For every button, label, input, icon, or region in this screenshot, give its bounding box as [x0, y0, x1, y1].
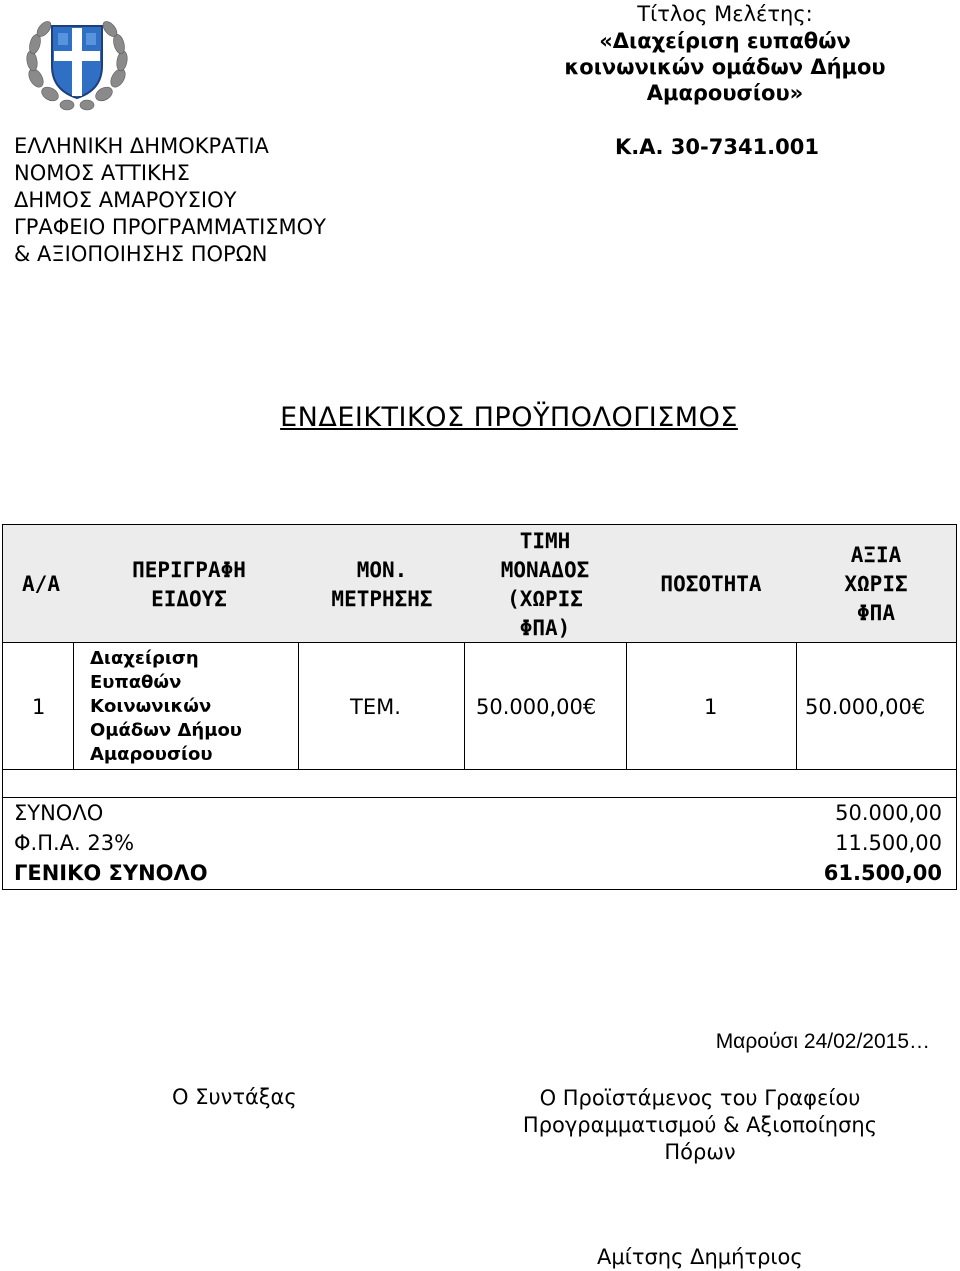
cell-value: 50.000,00€	[805, 695, 926, 719]
vat-label: Φ.Π.Α. 23%	[14, 831, 135, 855]
signer-name: Αμίτσης Δημήτριος	[597, 1245, 803, 1269]
col-header-text: ΜΟΝ.	[356, 558, 408, 582]
description-line: Διαχείριση	[90, 648, 199, 669]
organization-block	[14, 133, 326, 268]
study-title-label: Τίτλος Μελέτης:	[637, 2, 813, 26]
coat-of-arms-emblem	[22, 6, 132, 116]
study-title-line: Αμαρουσίου»	[646, 81, 804, 105]
col-header-text: ΜΟΝΑΔΟΣ	[500, 558, 590, 582]
cell-quantity: 1	[704, 695, 718, 719]
col-header-text: ΦΠΑ	[857, 601, 895, 625]
department-head-line: Ο Προϊστάμενος του Γραφείου	[539, 1086, 861, 1110]
col-header-text: ΠΟΣΟΤΗΤΑ	[660, 572, 762, 596]
col-header-text: ΧΩΡΙΣ	[844, 572, 908, 596]
col-header-quantity	[626, 570, 796, 599]
col-divider	[626, 643, 627, 769]
org-line: ΔΗΜΟΣ ΑΜΑΡΟΥΣΙΟΥ	[14, 188, 237, 212]
col-header-text: ΤΙΜΗ	[519, 529, 571, 553]
description-line: Κοινωνικών	[90, 696, 212, 717]
col-header-text: ΦΠΑ)	[519, 616, 571, 640]
subtotal-label: ΣΥΝΟΛΟ	[14, 801, 104, 825]
col-header-text: ΕΙΔΟΥΣ	[151, 587, 227, 611]
col-header-text: (ΧΩΡΙΣ	[507, 587, 583, 611]
col-divider	[464, 643, 465, 769]
study-title-line: κοινωνικών ομάδων Δήμου	[564, 55, 886, 79]
grand-total-value: 61.500,00	[823, 861, 942, 885]
grand-total-label: ΓΕΝΙΚΟ ΣΥΝΟΛΟ	[14, 861, 208, 885]
col-header-text: ΑΞΙΑ	[850, 543, 902, 567]
col-header-value	[796, 541, 956, 628]
org-line: ΝΟΜΟΣ ΑΤΤΙΚΗΣ	[14, 161, 190, 185]
cell-unit-price: 50.000,00€	[476, 695, 597, 719]
row-divider	[3, 797, 956, 798]
document-date: Μαρούσι 24/02/2015…	[715, 1030, 930, 1053]
description-line: Ευπαθών	[90, 672, 182, 693]
row-divider	[3, 769, 956, 770]
col-divider	[73, 643, 74, 769]
department-head-line: Προγραμματισμού & Αξιοποίησης	[522, 1113, 878, 1137]
description-line: Ομάδων Δήμου	[90, 720, 242, 741]
study-title	[560, 28, 890, 106]
department-head-line: Πόρων	[664, 1140, 736, 1164]
composer-label: Ο Συντάξας	[172, 1085, 297, 1109]
org-line: & ΑΞΙΟΠΟΙΗΣΗΣ ΠΟΡΩΝ	[14, 242, 268, 266]
col-header-aa	[4, 570, 78, 599]
description-line: Αμαρουσίου	[90, 744, 213, 765]
cell-description	[90, 647, 242, 767]
col-header-unit	[298, 556, 466, 614]
document-title: ΕΝΔΕΙΚΤΙΚΟΣ ΠΡΟΫΠΟΛΟΓΙΣΜΟΣ	[280, 402, 738, 433]
vat-value: 11.500,00	[835, 831, 942, 855]
col-header-text: ΠΕΡΙΓΡΑΦΗ	[132, 558, 246, 582]
org-line: ΓΡΑΦΕΙΟ ΠΡΟΓΡΑΜΜΑΤΙΣΜΟΥ	[14, 215, 327, 239]
cell-aa: 1	[32, 695, 46, 719]
subtotal-value: 50.000,00	[835, 801, 942, 825]
col-header-text: Α/Α	[22, 572, 60, 596]
cell-unit: ΤΕΜ.	[350, 695, 401, 719]
col-divider	[796, 643, 797, 769]
col-divider	[298, 643, 299, 769]
col-header-unit-price	[464, 527, 626, 643]
col-header-text: ΜΕΤΡΗΣΗΣ	[331, 587, 433, 611]
col-header-description	[100, 556, 278, 614]
department-head-block	[500, 1085, 900, 1166]
budget-code: Κ.Α. 30-7341.001	[615, 135, 819, 159]
org-line: ΕΛΛΗΝΙΚΗ ΔΗΜΟΚΡΑΤΙΑ	[14, 134, 269, 158]
study-title-line: «Διαχείριση ευπαθών	[599, 29, 851, 53]
